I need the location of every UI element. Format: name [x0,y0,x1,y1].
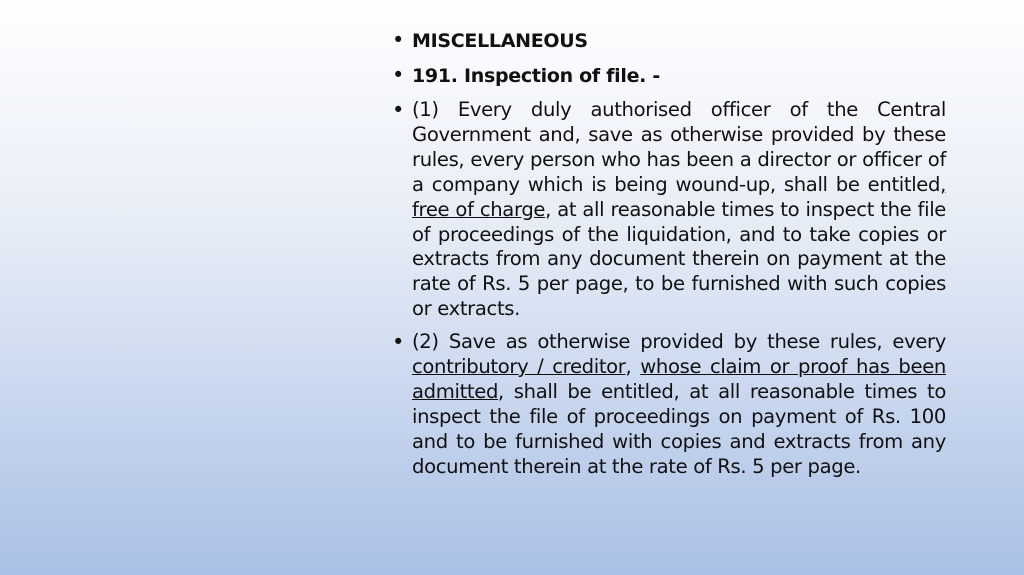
bullet-dot-icon: • [392,28,405,52]
rule-heading: 191. Inspection of file. - [412,65,660,87]
bullet-dot-icon: • [392,330,405,355]
clause-2-contributory-creditor: contributory / creditor [412,355,626,379]
clause-2-text-b: , shall be entitled, at all reasonable times to inspect the file of proceedings on payment of Rs. 100 and to be furnished with copies and extracts from any document therein at the rate of Rs. 5 per page. [412,379,946,478]
bullet-item-clause-1 [390,98,946,322]
clause-1-paragraph [412,98,946,322]
clause-2-text-a: (2) Save as otherwise provided by these rules, every [412,330,946,354]
clause-1-text-b: , at all reasonable times to inspect the file of proceedings of the liquidation, and to take copies or extracts from any document therein on payment at the rate of Rs. 5 per page, to be furnished with such copies or extracts. [412,197,946,321]
clause-1-free-of-charge: , free of charge [412,172,946,221]
bullet-item-rule-heading [390,63,946,90]
bullet-item-clause-2 [390,330,946,479]
clause-1-text-a: (1) Every duly authorised officer of the Central Government and, save as otherwise provided by these rules, every person who has been a director or officer of a company which is being wound-up, shall be entitled [412,98,946,196]
slide-content [390,28,946,488]
bullet-dot-icon: • [392,63,405,87]
bullet-dot-icon: • [392,98,405,122]
bullet-item-section-title [390,28,946,55]
clause-2-claim-admitted: whose claim or proof has been admitted [412,355,946,403]
clause-2-paragraph [412,330,946,479]
section-title: MISCELLANEOUS [412,30,588,52]
bullet-list [390,28,946,480]
clause-2-comma: , [625,355,641,379]
